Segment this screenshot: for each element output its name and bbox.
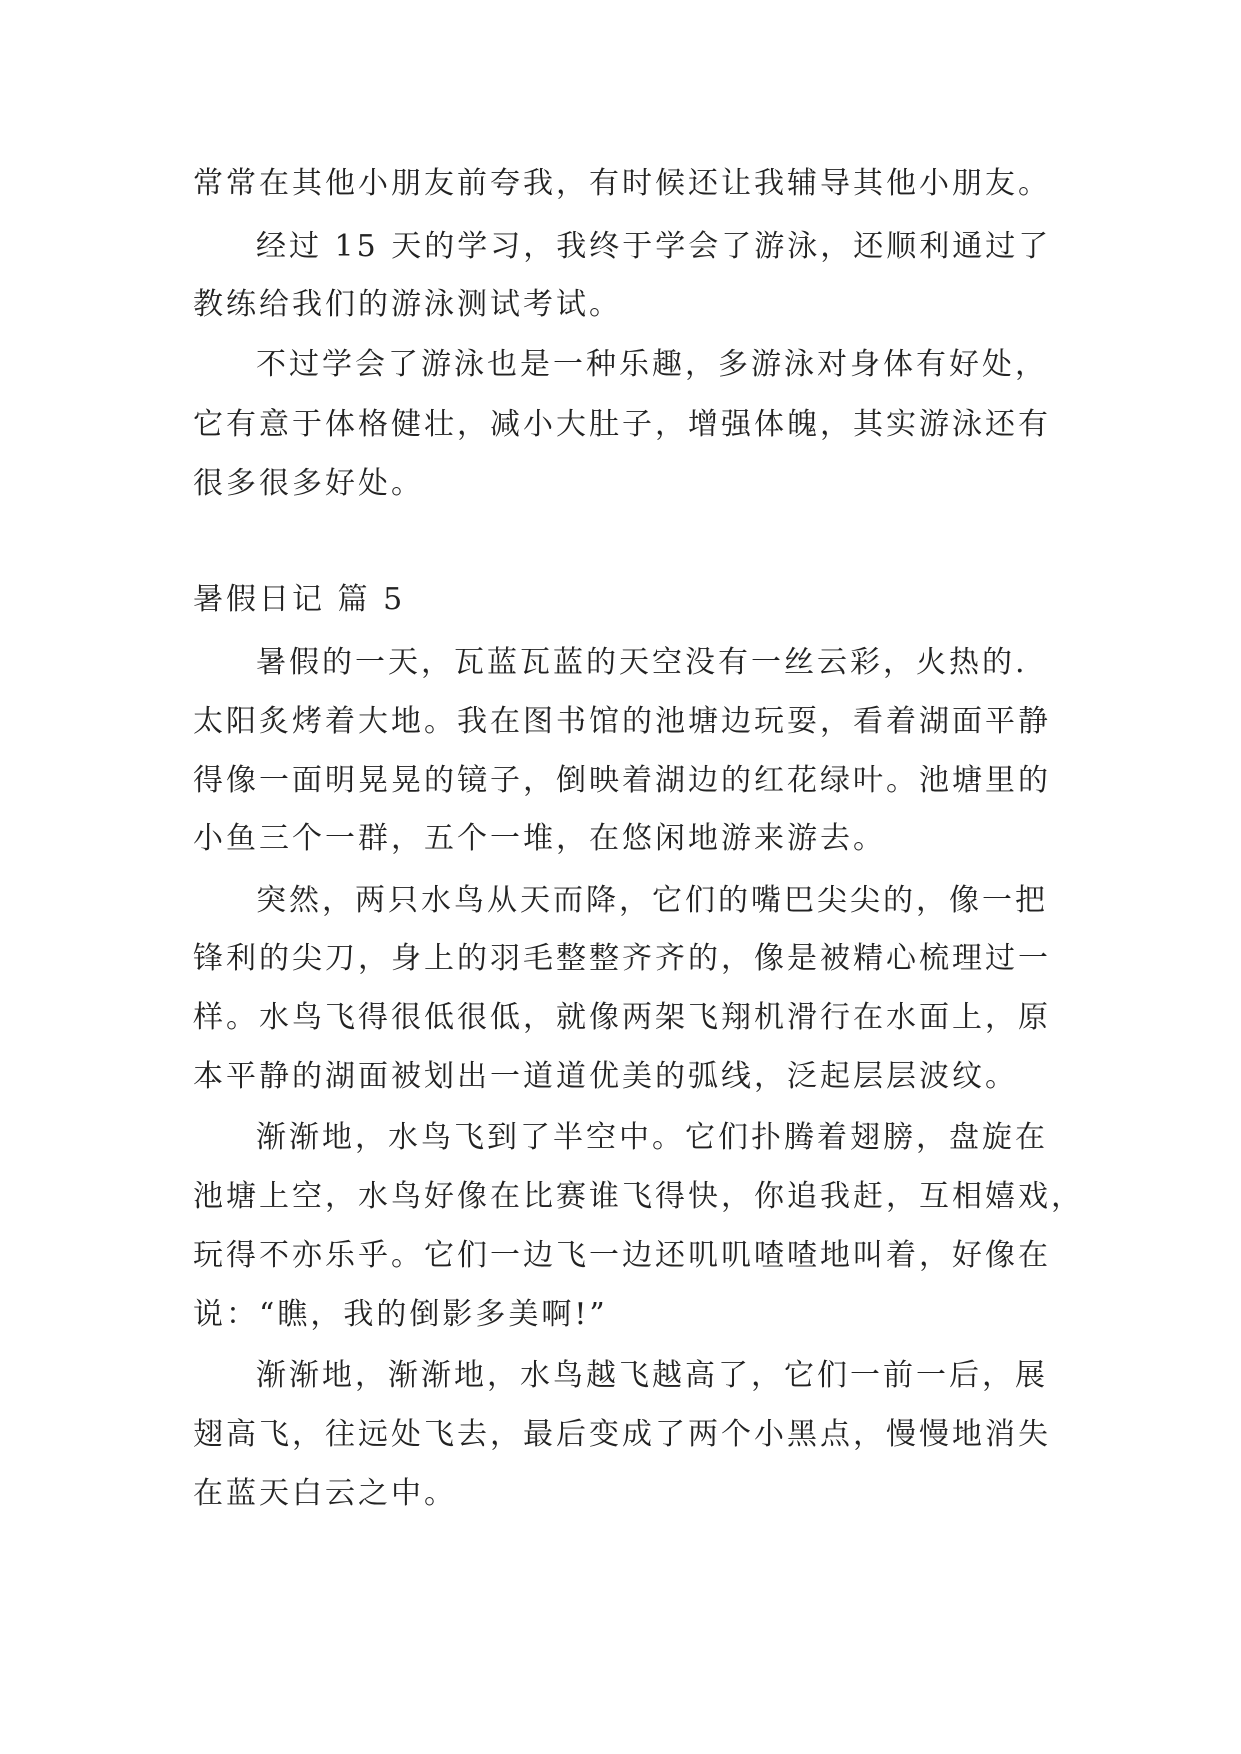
text-line: 暑假的一天，瓦蓝瓦蓝的天空没有一丝云彩，火热的. <box>256 645 1028 680</box>
text-line: 教练给我们的游泳测试考试。 <box>193 287 622 322</box>
text-line: 玩得不亦乐乎。它们一边飞一边还叽叽喳喳地叫着，好像在 <box>193 1238 1051 1273</box>
text-line: 本平静的湖面被划出一道道优美的弧线，泛起层层波纹。 <box>193 1059 1018 1094</box>
text-line: 得像一面明晃晃的镜子，倒映着湖边的红花绿叶。池塘里的 <box>193 763 1051 798</box>
text-line: 说：“瞧，我的倒影多美啊!” <box>193 1297 608 1332</box>
text-line: 经过 15 天的学习，我终于学会了游泳，还顺利通过了 <box>256 229 1052 264</box>
text-line: 小鱼三个一群，五个一堆，在悠闲地游来游去。 <box>193 821 886 856</box>
text-line: 渐渐地，渐渐地，水鸟越飞越高了，它们一前一后，展 <box>256 1358 1048 1393</box>
text-line: 池塘上空，水鸟好像在比赛谁飞得快，你追我赶，互相嬉戏， <box>193 1179 1084 1214</box>
text-line: 很多很多好处。 <box>193 466 424 501</box>
text-line: 锋利的尖刀，身上的羽毛整整齐齐的，像是被精心梳理过一 <box>193 941 1051 976</box>
section-heading: 暑假日记 篇 5 <box>193 582 406 617</box>
text-line: 常常在其他小朋友前夸我，有时候还让我辅导其他小朋友。 <box>193 166 1051 201</box>
text-line: 翅高飞，往远处飞去，最后变成了两个小黑点，慢慢地消失 <box>193 1417 1051 1452</box>
text-line: 在蓝天白云之中。 <box>193 1476 457 1511</box>
text-line: 它有意于体格健壮，减小大肚子，增强体魄，其实游泳还有 <box>193 407 1051 442</box>
text-line: 不过学会了游泳也是一种乐趣，多游泳对身体有好处， <box>256 347 1048 382</box>
text-line: 样。水鸟飞得很低很低，就像两架飞翔机滑行在水面上，原 <box>193 1000 1051 1035</box>
text-line: 太阳炙烤着大地。我在图书馆的池塘边玩耍，看着湖面平静 <box>193 704 1051 739</box>
text-line: 渐渐地，水鸟飞到了半空中。它们扑腾着翅膀，盘旋在 <box>256 1120 1048 1155</box>
text-line: 突然，两只水鸟从天而降，它们的嘴巴尖尖的，像一把 <box>256 883 1048 918</box>
